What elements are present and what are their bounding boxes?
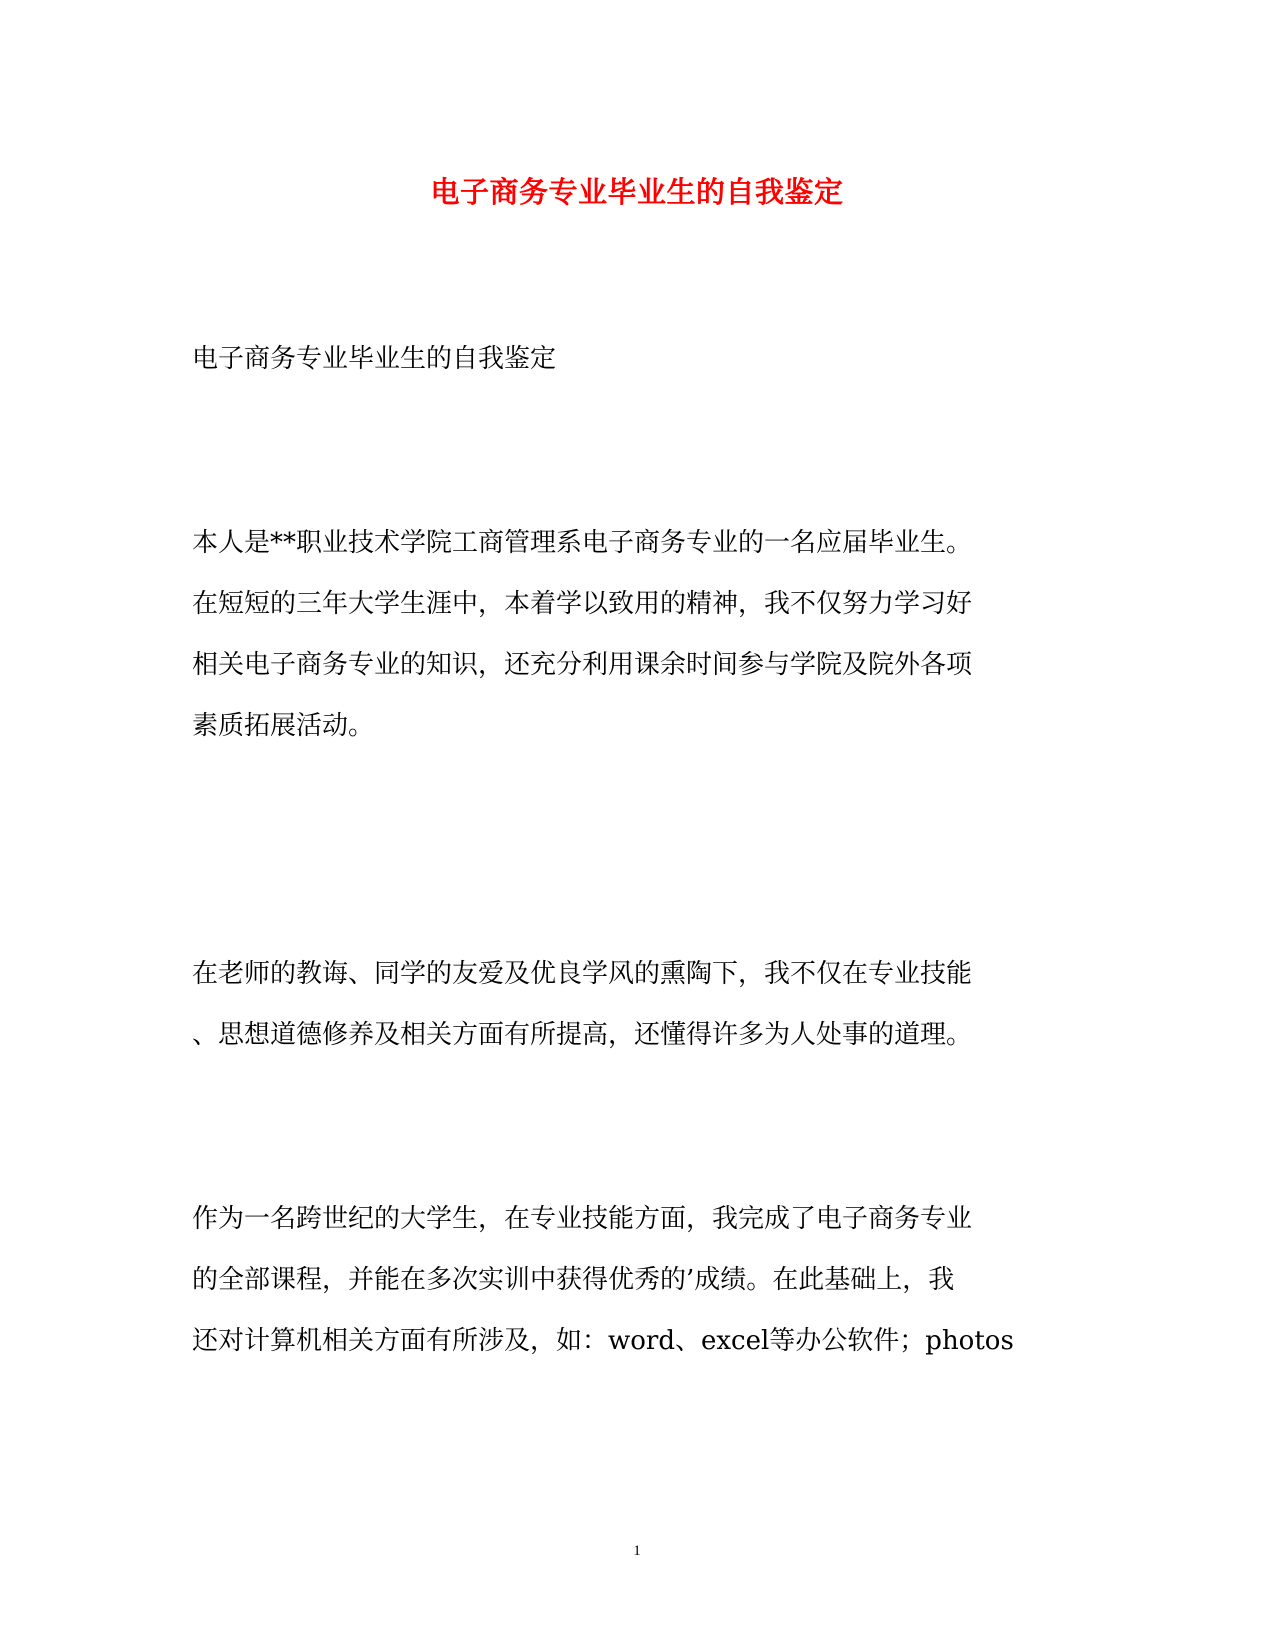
paragraph-line: 在老师的教诲、同学的友爱及优良学风的熏陶下，我不仅在专业技能 bbox=[192, 959, 973, 989]
paragraph-line: 在短短的三年大学生涯中，本着学以致用的精神，我不仅努力学习好 bbox=[192, 589, 973, 619]
paragraph-line: 相关电子商务专业的知识，还充分利用课余时间参与学院及院外各项 bbox=[192, 650, 973, 680]
paragraph-line: 素质拓展活动。 bbox=[192, 711, 375, 741]
paragraph-line: 的全部课程，并能在多次实训中获得优秀的’成绩。在此基础上，我 bbox=[192, 1265, 955, 1295]
paragraph-line: 作为一名跨世纪的大学生，在专业技能方面，我完成了电子商务专业 bbox=[192, 1204, 973, 1234]
paragraph-line: 、思想道德修养及相关方面有所提高，还懂得许多为人处事的道理。 bbox=[192, 1020, 973, 1050]
paragraph-line: 还对计算机相关方面有所涉及，如：word、excel等办公软件；photos bbox=[192, 1326, 1014, 1356]
document-title: 电子商务专业毕业生的自我鉴定 bbox=[430, 175, 844, 209]
paragraph-line: 本人是**职业技术学院工商管理系电子商务专业的一名应届毕业生。 bbox=[192, 528, 973, 558]
page-number: 1 bbox=[633, 1543, 641, 1559]
document-subtitle: 电子商务专业毕业生的自我鉴定 bbox=[192, 344, 557, 374]
